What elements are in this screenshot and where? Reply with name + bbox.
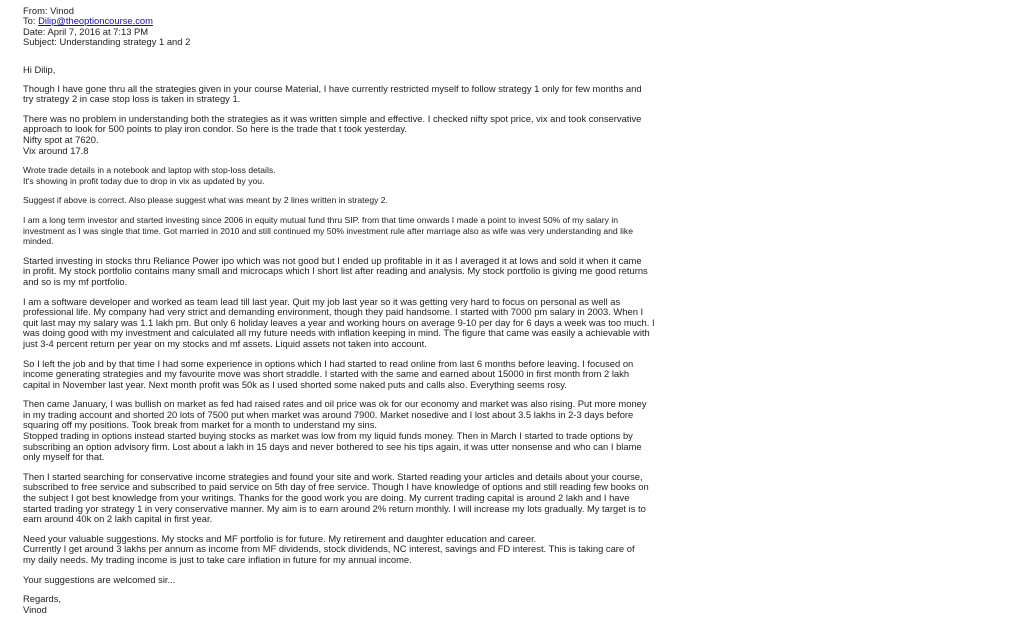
paragraph-line: So I left the job and by that time I had some experience in options which I had started to read online from last 6 months before leaving. I focused on [23,357,634,369]
body-paragraph [23,195,643,206]
paragraph-line: my daily needs. My trading income is just to take care inflation in future for my annual income. [23,554,412,565]
body-paragraph [23,398,647,463]
date-value: April 7, 2016 at 7:13 PM [47,25,149,37]
paragraph-line: and so is my mf portfolio. [23,275,128,287]
date-label: Date: [23,25,46,37]
paragraph-line: was doing good with my investment and calculated all my future needs with inflation keeping in mind. The figure that came was easily a achievable with [23,327,650,339]
paragraph-line: only myself for that. [23,451,105,463]
paragraph-line: investment as I was single that time. Got married in 2010 and still continued my 50% investment rule after marriage also as wife was very understanding and like [23,225,633,236]
from-label: From: [23,5,48,16]
body-paragraph [23,575,643,586]
signature-name: Vinod [23,603,47,615]
paragraph-line: Wrote trade details in a notebook and laptop with stop-loss details. [23,165,276,176]
paragraph-line: I am a long term investor and started investing since 2006 in equity mutual fund thru SIP. from that time onwards I made a point to invest 50% of my salary in [23,214,619,225]
email-body [23,82,655,586]
paragraph-line: Nifty spot at 7620. [23,134,99,145]
paragraph-line: earn around 40k on 2 lakh capital in first year. [23,513,213,525]
paragraph-line: Started investing in stocks thru Reliance Power ipo which was not good but I ended up profitable in it as I averaged it at lows and sold it when it came [23,254,642,266]
paragraph-line: Vix around 17.8 [23,144,89,156]
signature-block [23,594,643,615]
email-message [23,5,655,615]
paragraph-line: capital in November last year. Next month profit was 50k as I used shorted some naked puts and calls also. Everything seems rosy. [23,378,567,390]
paragraph-line: Need your valuable suggestions. My stocks and MF portfolio is for future. My retirement and daughter education and career. [23,532,537,544]
email-header [23,6,643,48]
paragraph-line: Stopped trading in options instead started buying stocks as market was low from my liquid funds money. Then in March I started to trade options by [23,430,633,442]
body-paragraph [23,254,648,288]
subject-row [23,37,643,47]
subject-value: Understanding strategy 1 and 2 [59,36,191,48]
paragraph-line: subscribing an option advisory firm. Lost about a lakh in 15 days and never bothered to see his tips again, it was utter nonsense and who can I blame [23,440,642,452]
body-paragraph [23,165,643,186]
paragraph-line: just 3-4 percent return per year on my stocks and mf assets. Liquid assets not taken into account. [23,337,427,349]
paragraph-line: minded. [23,236,54,247]
paragraph-line: the subject I got best knowledge from your writings. Thanks for the good work you are doing. My current trading capital is around 2 lakh and I have [23,492,630,504]
paragraph-line: started trading yor strategy 1 in very conservative manner. My aim is to earn around 2% return monthly. I will increase my lots gradually. My target is to [23,502,646,514]
paragraph-line: try strategy 2 in case stop loss is taken in strategy 1. [23,93,241,105]
to-label: To: [23,15,36,27]
paragraph-line: quit last may my salary was 1.1 lakh pm. But only 6 holiday leaves a year and working hours on average 9-10 per day for 6 days a week was too much. I [23,316,655,328]
body-paragraph [23,295,655,350]
paragraph-line: in my trading account and shorted 20 lots of 7500 put when market was around 7900. Market nosedive and I lost about 3.5 lakhs in 2-3 days before [23,408,634,420]
body-paragraph [23,359,643,391]
paragraph-line: professional life. My company had very strict and demanding environment, though they paid handsome. I started with 7000 pm salary in 2003. When I [23,306,644,318]
paragraph-line: Though I have gone thru all the strategies given in your course Material, I have currently restricted myself to follow strategy 1 only for few months and [23,82,642,94]
paragraph-line: income generating strategies and my favourite move was short straddle. I started with the same and earned about 15000 in first month from 2 lakh [23,368,630,380]
paragraph-line: in profit. My stock portfolio contains many small and microcaps which I short list after reading and analysis. My stock portfolio is giving me good returns [23,265,648,277]
body-paragraph [23,470,649,525]
paragraph-line: Currently I get around 3 lakhs per annum as income from MF dividends, stock dividends, NC interest, savings and FD interest. This is taking care of [23,543,635,555]
paragraph-line: Then I started searching for conservative income strategies and found your site and work. Started reading your articles and details about your course, [23,470,643,482]
paragraph-line: I am a software developer and worked as team lead till last year. Quit my job last year so it was getting very hard to focus on personal as well as [23,295,621,307]
body-paragraph [23,84,643,105]
paragraph-line: squaring off my positions. Took break from market for a month to understand my sins. [23,419,377,431]
paragraph-line: Your suggestions are welcomed sir... [23,573,176,585]
paragraph-line: subscribed to free service and subscribed to paid service on 5th day of free service. Though I have knowledge of options and still reading few books on [23,481,649,493]
closing: Regards, [23,593,62,605]
from-value: Vinod [50,5,74,16]
greeting: Hi Dilip, [23,63,56,75]
paragraph-line: There was no problem in understanding both the strategies as it was written simple and effective. I checked nifty spot price, vix and took conservative [23,112,642,124]
paragraph-line: approach to look for 500 points to play iron condor. So here is the trade that t took yesterday. [23,123,407,135]
paragraph-line: Then came January, I was bullish on market as fed had raised rates and oil price was ok for our economy and market was also rising. Put more money [23,398,647,410]
body-paragraph [23,215,643,247]
paragraph-line: It's showing in profit today due to drop in vix as updated by you. [23,175,265,186]
body-paragraph [23,534,643,566]
subject-label: Subject: [23,36,57,48]
paragraph-line: Suggest if above is correct. Also please suggest what was meant by 2 lines written in strategy 2. [23,195,388,206]
to-email-link[interactable]: Dilip@theoptioncourse.com [38,15,153,27]
body-paragraph [23,114,643,156]
